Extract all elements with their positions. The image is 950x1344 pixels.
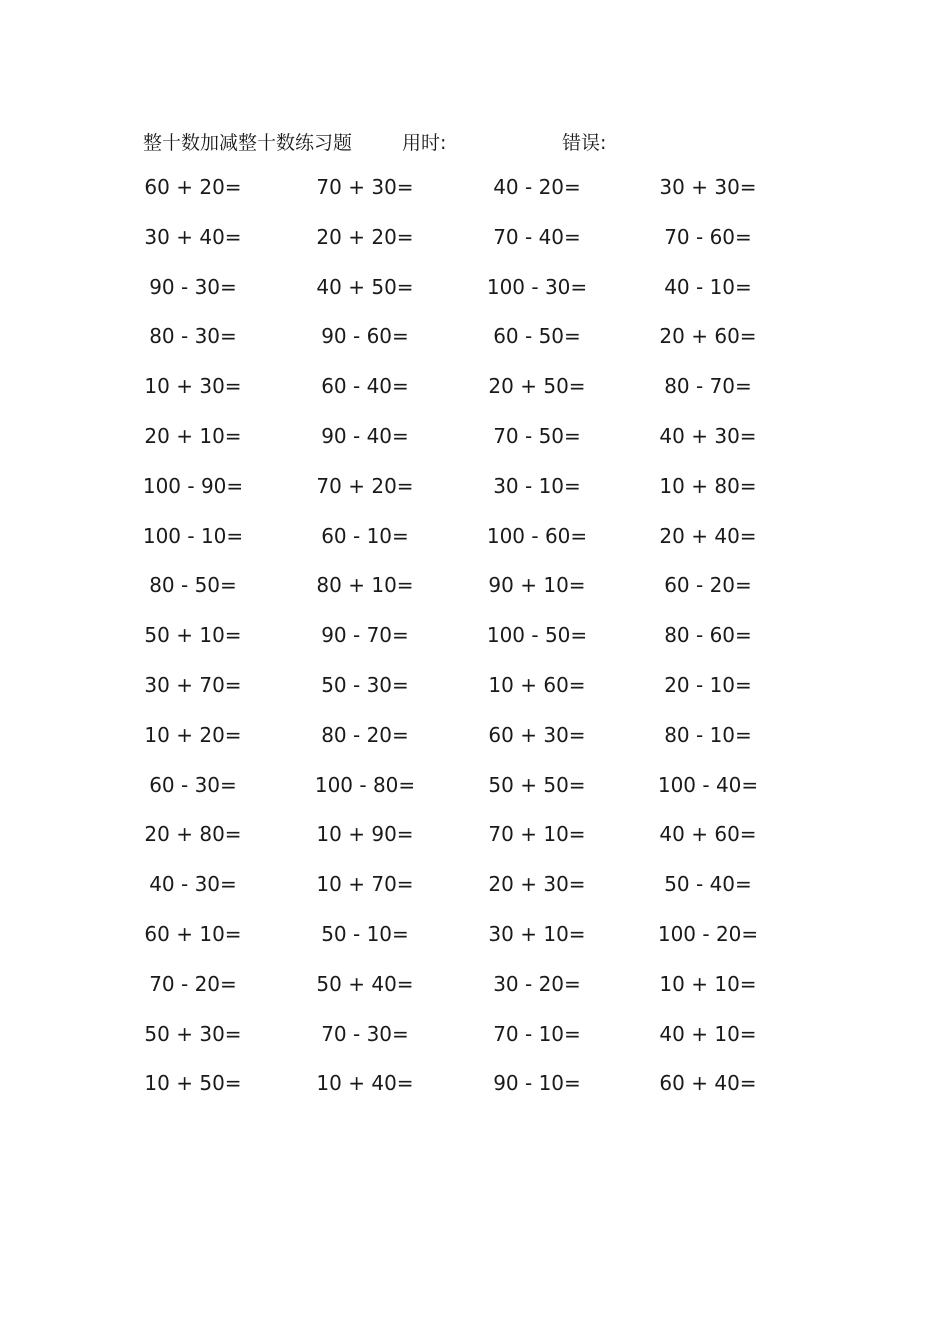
- math-problem: 60 + 30=: [488, 722, 586, 747]
- math-problem: 30 + 40=: [144, 224, 242, 249]
- problem-row: [0, 922, 950, 972]
- problem-row: [0, 673, 950, 723]
- math-problem: 100 - 90=: [142, 473, 244, 498]
- problem-row: [0, 524, 950, 574]
- problem-row: [0, 822, 950, 872]
- math-problem: 20 - 10=: [664, 672, 752, 697]
- problem-grid: [0, 175, 950, 1121]
- problem-row: [0, 424, 950, 474]
- math-problem: 70 - 60=: [664, 224, 752, 249]
- math-problem: 20 + 20=: [316, 224, 414, 249]
- math-problem: 60 - 50=: [493, 324, 581, 349]
- math-problem: 100 - 60=: [486, 523, 588, 548]
- math-problem: 20 + 10=: [144, 423, 242, 448]
- math-problem: 80 - 70=: [664, 374, 752, 399]
- math-problem: 20 + 30=: [488, 872, 586, 897]
- math-problem: 10 + 60=: [488, 672, 586, 697]
- math-problem: 10 + 20=: [144, 722, 242, 747]
- math-problem: 40 - 30=: [149, 872, 237, 897]
- math-problem: 20 + 60=: [659, 324, 757, 349]
- math-problem: 60 - 40=: [321, 374, 409, 399]
- math-problem: 80 - 20=: [321, 722, 409, 747]
- problem-row: [0, 972, 950, 1022]
- worksheet-header: [0, 128, 950, 158]
- math-problem: 40 + 30=: [659, 423, 757, 448]
- math-problem: 100 - 10=: [142, 523, 244, 548]
- math-problem: 60 - 20=: [664, 573, 752, 598]
- problem-row: [0, 872, 950, 922]
- math-problem: 20 + 40=: [659, 523, 757, 548]
- math-problem: 80 - 50=: [149, 573, 237, 598]
- math-problem: 30 - 10=: [493, 473, 581, 498]
- math-problem: 80 - 10=: [664, 722, 752, 747]
- math-problem: 40 + 10=: [659, 1021, 757, 1046]
- math-problem: 60 - 10=: [321, 523, 409, 548]
- math-problem: 50 + 10=: [144, 623, 242, 648]
- math-problem: 40 - 10=: [664, 274, 752, 299]
- math-problem: 70 + 20=: [316, 473, 414, 498]
- math-problem: 70 - 40=: [493, 224, 581, 249]
- math-problem: 10 + 50=: [144, 1071, 242, 1096]
- math-problem: 70 + 10=: [488, 822, 586, 847]
- math-problem: 50 - 40=: [664, 872, 752, 897]
- math-problem: 80 + 10=: [316, 573, 414, 598]
- math-problem: 10 + 40=: [316, 1071, 414, 1096]
- problem-row: [0, 175, 950, 225]
- math-problem: 80 - 60=: [664, 623, 752, 648]
- math-problem: 50 + 30=: [144, 1021, 242, 1046]
- problem-row: [0, 374, 950, 424]
- math-problem: 100 - 40=: [657, 772, 759, 797]
- math-problem: 70 + 30=: [316, 175, 414, 199]
- math-problem: 10 + 90=: [316, 822, 414, 847]
- math-problem: 10 + 80=: [659, 473, 757, 498]
- math-problem: 100 - 20=: [657, 921, 759, 946]
- math-problem: 70 - 10=: [493, 1021, 581, 1046]
- math-problem: 90 + 10=: [488, 573, 586, 598]
- problem-row: [0, 324, 950, 374]
- math-problem: 30 + 10=: [488, 921, 586, 946]
- math-problem: 90 - 10=: [493, 1071, 581, 1096]
- math-problem: 50 + 50=: [488, 772, 586, 797]
- time-used-label: 用时:: [402, 132, 447, 154]
- problem-row: [0, 773, 950, 823]
- math-problem: 40 + 60=: [659, 822, 757, 847]
- math-problem: 50 + 40=: [316, 971, 414, 996]
- worksheet-title: 整十数加减整十数练习题: [143, 132, 353, 154]
- math-problem: 90 - 40=: [321, 423, 409, 448]
- problem-row: [0, 1022, 950, 1072]
- math-problem: 60 - 30=: [149, 772, 237, 797]
- math-problem: 70 - 20=: [149, 971, 237, 996]
- math-problem: 60 + 40=: [659, 1071, 757, 1096]
- math-problem: 90 - 30=: [149, 274, 237, 299]
- problem-row: [0, 723, 950, 773]
- math-problem: 10 + 30=: [144, 374, 242, 399]
- problem-row: [0, 623, 950, 673]
- math-problem: 80 - 30=: [149, 324, 237, 349]
- problem-row: [0, 474, 950, 524]
- math-problem: 70 - 50=: [493, 423, 581, 448]
- problem-row: [0, 573, 950, 623]
- math-problem: 30 + 30=: [659, 175, 757, 199]
- math-problem: 100 - 50=: [486, 623, 588, 648]
- math-problem: 20 + 50=: [488, 374, 586, 399]
- math-problem: 30 + 70=: [144, 672, 242, 697]
- error-count-label: 错误:: [562, 132, 607, 154]
- math-problem: 10 + 10=: [659, 971, 757, 996]
- math-problem: 20 + 80=: [144, 822, 242, 847]
- math-problem: 40 - 20=: [493, 175, 581, 199]
- math-problem: 60 + 20=: [144, 175, 242, 199]
- math-problem: 100 - 80=: [314, 772, 416, 797]
- math-problem: 50 - 30=: [321, 672, 409, 697]
- math-problem: 90 - 60=: [321, 324, 409, 349]
- math-problem: 30 - 20=: [493, 971, 581, 996]
- math-problem: 90 - 70=: [321, 623, 409, 648]
- math-problem: 60 + 10=: [144, 921, 242, 946]
- problem-row: [0, 1071, 950, 1121]
- math-problem: 40 + 50=: [316, 274, 414, 299]
- math-problem: 10 + 70=: [316, 872, 414, 897]
- math-problem: 100 - 30=: [486, 274, 588, 299]
- math-problem: 70 - 30=: [321, 1021, 409, 1046]
- problem-row: [0, 275, 950, 325]
- math-problem: 50 - 10=: [321, 921, 409, 946]
- problem-row: [0, 225, 950, 275]
